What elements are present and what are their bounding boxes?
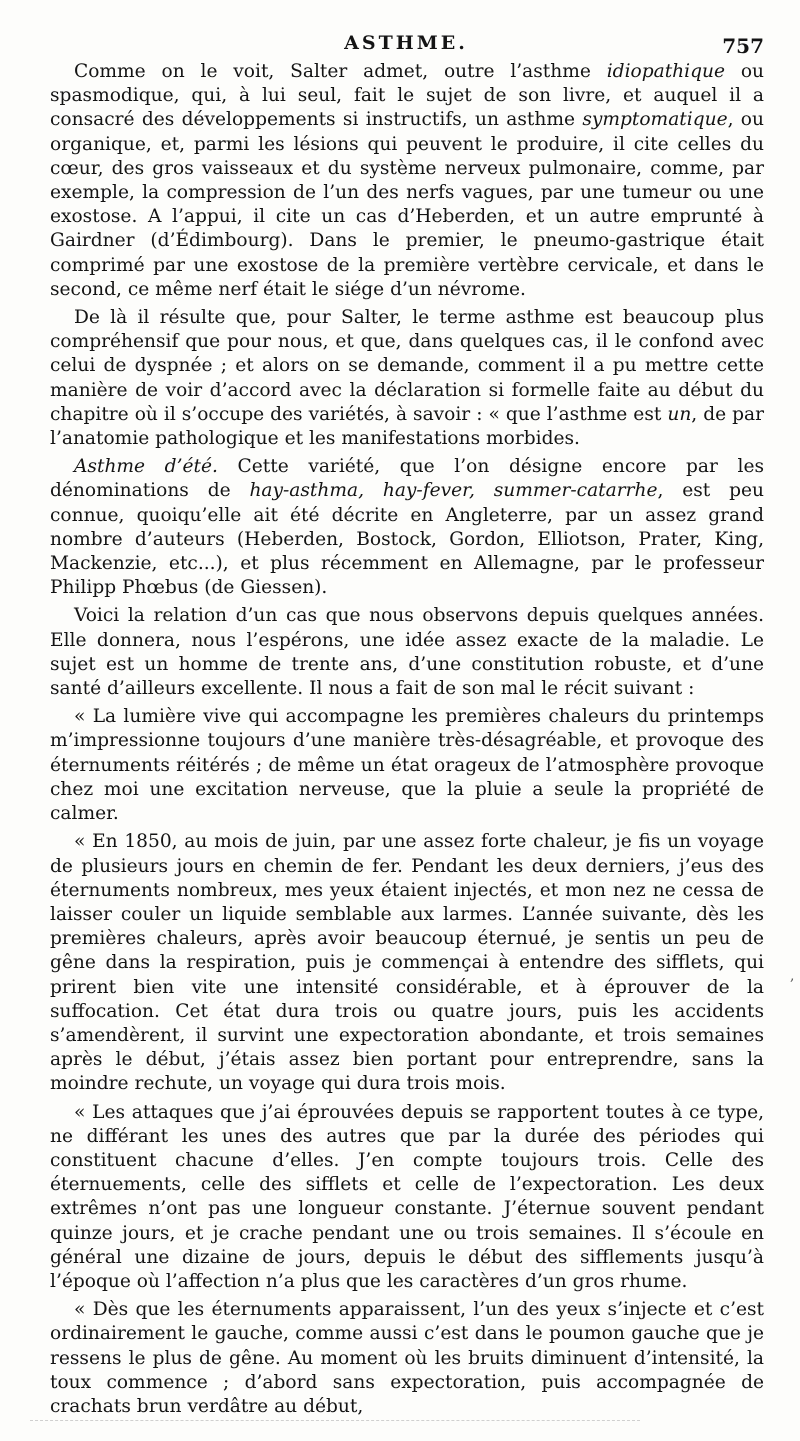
paragraph	[50, 1298, 764, 1419]
paragraph	[50, 1101, 764, 1295]
text-run: , est peu connue, quoiqu’elle ait été décrite en Angleterre, par un assez grand nombre d’auteurs (Heberden, Bostock, Gordon, Elliotson, Prater, King, Mackenzie, etc...), et plus récemment en Allemagne, par le professeur Philipp Phœbus (de Giessen).	[50, 480, 764, 599]
italic-text: hay-asthma, hay-fever, summer-catarrhe	[249, 480, 658, 502]
paragraph	[50, 455, 764, 600]
text-run: De là il résulte que, pour Salter, le terme asthme est beaucoup plus compréhensif que pour nous, et que, dans quelques cas, il le confond avec celui de dyspnée ; et alors on se demande, comment il a pu mettre cette manière de voir d’accord avec la déclaration si formelle faite au début du chapitre où il s’occupe des variétés, à savoir : « que l’asthme est	[50, 307, 764, 425]
text-run: , ou organique, et, parmi les lésions qui peuvent le produire, il cite celles du cœur, des gros vaisseaux et du système nerveux pulmonaire, comme, par exemple, la compression de l’un des nerfs vagues, par une tumeur ou une exostose. A l’appui, il cite un cas d’Heberden, et un autre emprunté à Gairdner (d’Édimbourg). Dans le premier, le pneumo-gastrique était comprimé par une exostose de la première vertèbre cervicale, et dans le second, ce même nerf était le siége d’un névrome.	[50, 109, 764, 300]
paragraph	[50, 830, 764, 1096]
footer-rule	[30, 1420, 640, 1421]
italic-text: Asthme d’été.	[74, 456, 218, 478]
page-number: 757	[722, 34, 764, 58]
margin-mark: ,	[790, 968, 795, 984]
text-run: Cette variété, que l’on désigne encore par les dénominations de	[50, 456, 764, 502]
text-run: « En 1850, au mois de juin, par une assez forte chaleur, je fis un voyage de plusieurs jours en chemin de fer. Pendant les deux derniers, j’eus des éternuments nombreux, mes yeux étaient injectés, et mon nez ne cessa de laisser couler un liquide semblable aux larmes. L’année suivante, dès les premières chaleurs, après avoir beaucoup éternué, je sentis un peu de gêne dans la respiration, puis je commençai à entendre des sifflets, qui prirent bien vite une intensité considérable, et à éprouver de la suffocation. Cet état dura trois ou quatre jours, puis les accidents s’amendèrent, il survint une expectoration abondante, et trois semaines après le début, j’étais assez bien portant pour entreprendre, sans la moindre rechute, un voyage qui dura trois mois.	[50, 831, 764, 1095]
text-run: « Dès que les éternuments apparaissent, l’un des yeux s’injecte et c’est ordinairement le gauche, comme aussi c’est dans le poumon gauche que je ressens le plus de gêne. Au moment où les bruits diminuent d’intensité, la toux commence ; d’abord sans expectoration, puis accompagnée de crachats brun verdâtre au début,	[50, 1299, 764, 1417]
paragraph	[50, 604, 764, 701]
text-run: Comme on le voit, Salter admet, outre l’asthme	[74, 61, 607, 82]
italic-text: idiopathique	[606, 61, 725, 82]
text-run: , de par l’anatomie pathologique et les manifestations morbides.	[50, 403, 765, 450]
running-title: ASTHME.	[344, 32, 468, 54]
body-text	[50, 60, 764, 1419]
text-run: ou spasmodique, qui, à lui seul, fait le sujet de son livre, et auquel il a consacré des développements si instructifs, un asthme	[50, 61, 765, 131]
text-run: « Les attaques que j’ai éprouvées depuis se rapportent toutes à ce type, ne différant les unes des autres que par la durée des périodes qui constituent chacune d’elles. J’en compte toujours trois. Celle des éternuements, celle des sifflets et celle de l’expectoration. Les deux extrêmes n’ont pas une longueur constante. J’éternue souvent pendant quinze jours, et je crache pendant une ou trois semaines. Il s’écoule en général une dizaine de jours, depuis le début des sifflements jusqu’à l’époque où l’affection n’a plus que les caractères d’un gros rhume.	[50, 1101, 764, 1292]
paragraph	[50, 60, 764, 302]
text-run: « La lumière vive qui accompagne les premières chaleurs du printemps m’impressionne toujours d’une manière très-désagréable, et provoque des éternuments réitérés ; de même un état orageux de l’atmosphère provoque chez moi une excitation nerveuse, que la pluie a seule la propriété de calmer.	[50, 706, 764, 825]
running-head	[48, 32, 764, 56]
text-run: Voici la relation d’un cas que nous observons depuis quelques années. Elle donnera, nous l’espérons, une idée assez exacte de la maladie. Le sujet est un homme de trente ans, d’une constitution robuste, et d’une santé d’ailleurs excellente. Il nous a fait de son mal le récit suivant :	[50, 605, 764, 700]
italic-text: symptomatique	[582, 109, 728, 131]
paragraph	[50, 705, 764, 826]
paragraph	[50, 306, 764, 451]
italic-text: un	[667, 403, 692, 425]
